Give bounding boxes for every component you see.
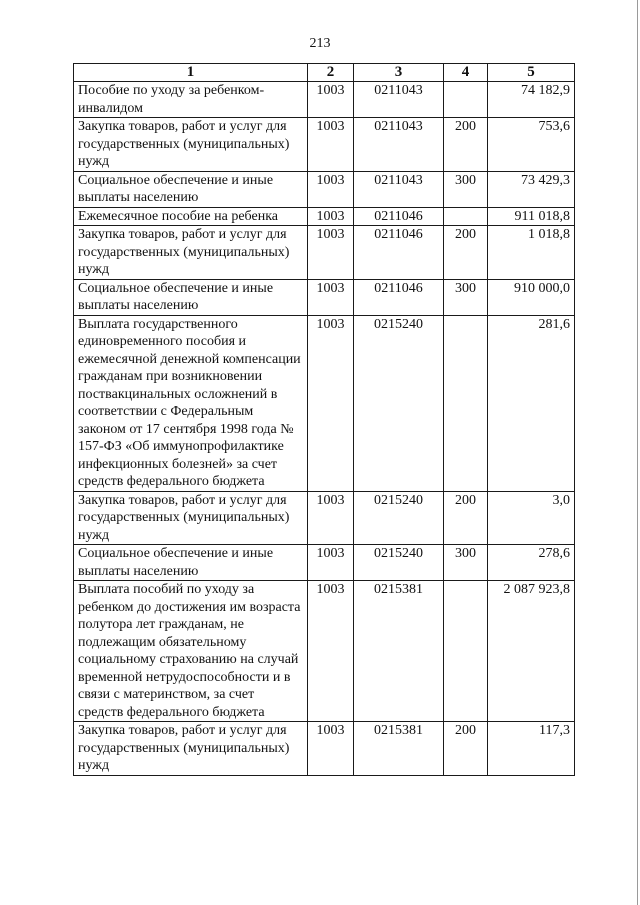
cell-section: 1003 [308, 171, 354, 207]
column-header: 4 [444, 64, 488, 82]
cell-expense [444, 207, 488, 226]
table-row [74, 722, 575, 776]
cell-section: 1003 [308, 491, 354, 545]
cell-article: 0211043 [354, 82, 444, 118]
budget-table [73, 63, 575, 776]
cell-expense [444, 82, 488, 118]
cell-section: 1003 [308, 545, 354, 581]
cell-amount: 910 000,0 [488, 279, 575, 315]
table-row [74, 82, 575, 118]
table-row [74, 581, 575, 722]
cell-name: Социальное обеспечение и иные выплаты населению [74, 279, 308, 315]
cell-section: 1003 [308, 315, 354, 491]
cell-expense: 200 [444, 722, 488, 776]
cell-article: 0215381 [354, 722, 444, 776]
cell-amount: 278,6 [488, 545, 575, 581]
cell-article: 0211043 [354, 171, 444, 207]
cell-amount: 281,6 [488, 315, 575, 491]
column-header: 1 [74, 64, 308, 82]
cell-expense [444, 315, 488, 491]
table-row [74, 118, 575, 172]
table-row [74, 315, 575, 491]
table-row [74, 207, 575, 226]
cell-name: Ежемесячное пособие на ребенка [74, 207, 308, 226]
column-header: 2 [308, 64, 354, 82]
cell-amount: 753,6 [488, 118, 575, 172]
cell-article: 0211046 [354, 207, 444, 226]
table-row [74, 545, 575, 581]
cell-name: Закупка товаров, работ и услуг для государственных (муниципальных) нужд [74, 226, 308, 280]
cell-section: 1003 [308, 279, 354, 315]
table-row [74, 171, 575, 207]
table-row [74, 491, 575, 545]
cell-name: Закупка товаров, работ и услуг для государственных (муниципальных) нужд [74, 118, 308, 172]
cell-name: Закупка товаров, работ и услуг для государственных (муниципальных) нужд [74, 722, 308, 776]
cell-expense: 300 [444, 545, 488, 581]
cell-section: 1003 [308, 82, 354, 118]
cell-article: 0215240 [354, 491, 444, 545]
cell-section: 1003 [308, 207, 354, 226]
cell-amount: 117,3 [488, 722, 575, 776]
page-edge [637, 0, 638, 905]
column-header: 5 [488, 64, 575, 82]
cell-section: 1003 [308, 226, 354, 280]
page-number: 213 [309, 36, 331, 51]
cell-amount: 73 429,3 [488, 171, 575, 207]
cell-article: 0211046 [354, 279, 444, 315]
table-row [74, 279, 575, 315]
table-row [74, 226, 575, 280]
cell-amount: 3,0 [488, 491, 575, 545]
cell-expense: 300 [444, 171, 488, 207]
cell-name: Выплата пособий по уходу за ребенком до достижения им возраста полутора лет гражданам, не подлежащим обязательному социальному страхованию на случай временной нетрудоспособности и в связи с материнством, за счет средств федерального бюджета [74, 581, 308, 722]
cell-article: 0215240 [354, 315, 444, 491]
cell-article: 0211046 [354, 226, 444, 280]
cell-amount: 1 018,8 [488, 226, 575, 280]
cell-section: 1003 [308, 581, 354, 722]
cell-article: 0215240 [354, 545, 444, 581]
cell-expense: 300 [444, 279, 488, 315]
cell-expense [444, 581, 488, 722]
cell-expense: 200 [444, 226, 488, 280]
cell-name: Закупка товаров, работ и услуг для государственных (муниципальных) нужд [74, 491, 308, 545]
cell-name: Социальное обеспечение и иные выплаты населению [74, 545, 308, 581]
cell-article: 0211043 [354, 118, 444, 172]
cell-name: Пособие по уходу за ребенком-инвалидом [74, 82, 308, 118]
column-header: 3 [354, 64, 444, 82]
cell-amount: 74 182,9 [488, 82, 575, 118]
cell-name: Социальное обеспечение и иные выплаты населению [74, 171, 308, 207]
cell-expense: 200 [444, 118, 488, 172]
table-header-row [74, 64, 575, 82]
cell-section: 1003 [308, 118, 354, 172]
cell-amount: 2 087 923,8 [488, 581, 575, 722]
cell-expense: 200 [444, 491, 488, 545]
cell-section: 1003 [308, 722, 354, 776]
cell-amount: 911 018,8 [488, 207, 575, 226]
cell-name: Выплата государственного единовременного пособия и ежемесячной денежной компенсации гражданам при возникновении поствакцинальных осложнений в соответствии с Федеральным законом от 17 сентября 1998 года № 157-ФЗ «Об иммунопрофилактике инфекционных болезней» за счет средств федерального бюджета [74, 315, 308, 491]
cell-article: 0215381 [354, 581, 444, 722]
